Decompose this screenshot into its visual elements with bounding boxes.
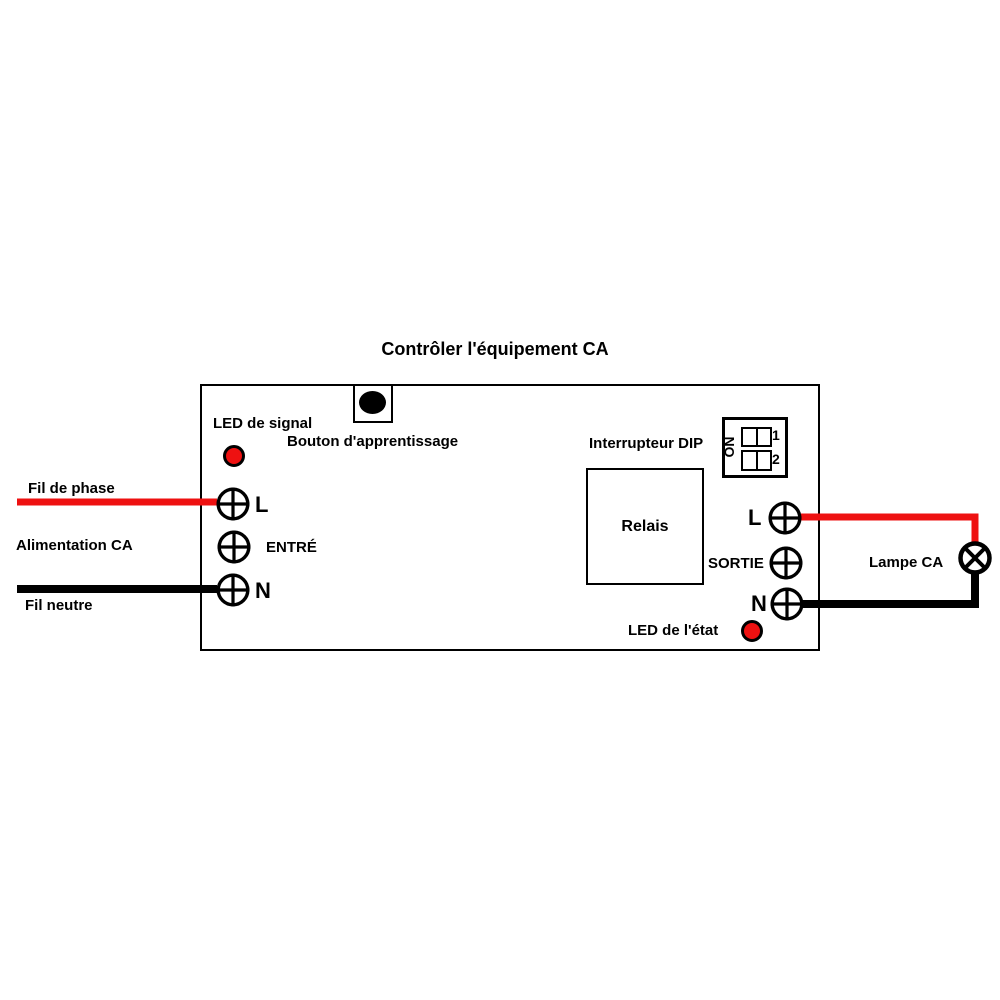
terminal-right-output xyxy=(767,544,805,582)
diagram-title: Contrôler l'équipement CA xyxy=(381,339,609,359)
neutral-wire-label: Fil neutre xyxy=(25,597,93,614)
dip-rocker-2 xyxy=(741,450,772,471)
terminal-right-live-label: L xyxy=(748,505,762,530)
phase-wire-label: Fil de phase xyxy=(28,480,115,497)
learning-button xyxy=(359,391,386,414)
dip-rocker-1 xyxy=(741,427,772,447)
terminal-right-neutral-label: N xyxy=(751,591,767,616)
dip-number-2: 2 xyxy=(772,451,780,467)
relay-box xyxy=(586,468,704,585)
terminal-right-output-label: SORTIE xyxy=(708,555,764,572)
dip-number-1: 1 xyxy=(772,427,780,443)
status-led-label: LED de l'état xyxy=(628,622,719,639)
lamp-neutral-wire xyxy=(802,567,975,604)
terminal-left-input xyxy=(215,528,253,566)
terminal-left-neutral xyxy=(214,571,252,609)
terminal-left-live-label: L xyxy=(255,492,269,517)
terminal-right-live xyxy=(766,499,804,537)
ac-supply-label: Alimentation CA xyxy=(16,537,133,554)
dip-rocker-2-left-cell xyxy=(743,452,758,469)
dip-rocker-2-right-cell xyxy=(758,452,771,469)
lamp-symbol xyxy=(961,544,990,573)
dip-switch-label: Interrupteur DIP xyxy=(589,435,704,452)
lamp-label: Lampe CA xyxy=(869,554,944,571)
terminal-right-neutral xyxy=(768,585,806,623)
dip-switch xyxy=(722,417,788,478)
signal-led-label: LED de signal xyxy=(213,415,313,432)
learning-button-housing xyxy=(353,384,393,423)
terminal-left-input-label: ENTRÉ xyxy=(266,539,317,556)
dip-on-label: ON xyxy=(721,436,737,458)
learning-button-label: Bouton d'apprentissage xyxy=(287,433,459,450)
signal-led xyxy=(223,445,245,467)
relay-label: Relais xyxy=(621,517,669,535)
terminal-left-live xyxy=(214,485,252,523)
dip-rocker-1-right-cell xyxy=(758,429,771,445)
status-led xyxy=(741,620,763,642)
dip-rocker-1-left-cell xyxy=(743,429,758,445)
terminal-left-neutral-label: N xyxy=(255,578,271,603)
lamp-live-wire xyxy=(801,517,975,549)
